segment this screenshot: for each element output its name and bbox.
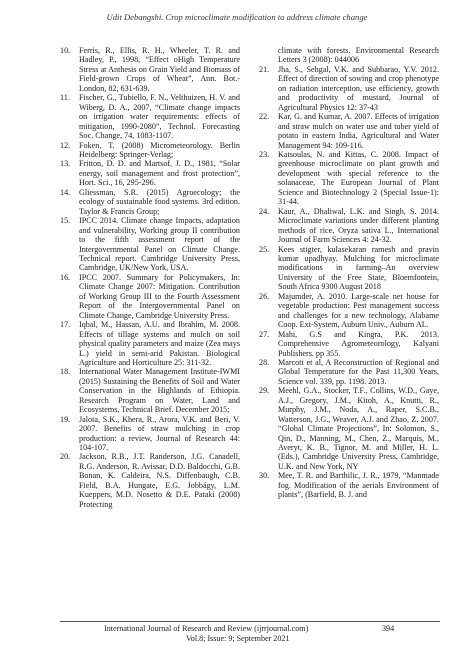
reference-text: Kaur, A., Dhaliwal, L.K. and Singh, S. 2014. Microclimate variations under different planting methods of rice, Oryza sativa L., International Journal of Farm Sciences 4: 24-32. xyxy=(278,206,439,245)
reference-number: 19. xyxy=(60,414,71,424)
reference-entry xyxy=(60,415,240,453)
reference-text: Gliessman, S.R. (2015) Agroecology; the ecology of sustainable food systems. 3rd edition. Taylor & Francis Group; xyxy=(79,187,240,216)
reference-entry xyxy=(60,46,240,93)
reference-entry xyxy=(60,159,240,187)
reference-text: Mee, T. R. and Barthilic, J. R., 1979, “Manmade fog. Modification of the aerials Environment of plants”, (Barfield, B. J. and xyxy=(278,471,439,500)
reference-number: 14. xyxy=(60,187,71,197)
reference-column-left xyxy=(60,46,240,509)
reference-text: Kar, G. and Kumar, A. 2007. Effects of irrigation and straw mulch on water use and tuber yield of potato in eastern India, Agricultural and Water Management 94: 109-116. xyxy=(278,112,439,150)
reference-text: Meehl, G.A., Stocker, T.F., Collins, W.D., Gaye, A.J., Gregory, J.M., Kitoh, A., Knutti, R., Murphy, J.M., Noda, A., Raper, S.C.B., Watterson, J.G., Weaver, A.J. and Zhao, Z. 2007. “Global Climate Projections”, In: Solomon, S., Qin, D., Manning, M., Chen, Z., Marquis, M., Averyt, K. B., Tignor, M. and Miller, H. L. (Eds.), Cambridge University Press, Cambridge, U.K. and New York, NY xyxy=(278,386,439,471)
reference-number: 13. xyxy=(60,159,71,169)
reference-entry xyxy=(259,358,439,386)
reference-number: 29. xyxy=(259,386,270,396)
reference-text: Katsoulas, N. and Kittas, C. 2008. Impact of greenhouse microclimate on plant growth and development with special reference to the solanaceae, The European Journal of Plant Science and Biotechnology 2 (Special Issue-1): 31-44. xyxy=(278,149,439,207)
reference-text: Marcott et al, A Reconstruction of Regional and Global Temperature for the Past 11,300 Years, Science vol. 339, pp. 1198. 2013. xyxy=(278,357,439,386)
reference-number: 23. xyxy=(259,149,270,159)
footer-issue-info: Vol.8; Issue: 9; September 2021 xyxy=(186,634,290,643)
reference-entry xyxy=(259,471,439,499)
page-number: 394 xyxy=(382,624,395,633)
reference-text: Fritton, D. D. and Martsof, J. D., 1981, “Solar energy, soil management and frost protection”, Hort. Sci., 16, 295-296. xyxy=(79,159,240,188)
reference-text: Jalota, S.K., Khera, R., Arora, V.K. and Beri, V. 2007. Benefits of straw mulching in crop production: a review, Journal of Research 44: 104-107. xyxy=(79,414,240,453)
reference-text: IPCC 2007. Summary for Policymakers, In: Climate Change 2007: Mitigation. Contribution of Working Group III to the Fourth Assessment Report of the Intergovernmental Panel on Climate Change, Cambridge University Press. xyxy=(79,272,240,320)
reference-entry xyxy=(259,207,439,245)
reference-number: 26. xyxy=(259,291,270,301)
running-header: Udit Debangshi. Crop microclimate modification to address climate change xyxy=(106,12,368,22)
reference-entry xyxy=(60,141,240,160)
reference-number: 20. xyxy=(60,452,71,462)
footer-divider xyxy=(60,621,440,622)
reference-column-right xyxy=(259,46,439,500)
reference-number: 28. xyxy=(259,357,270,367)
reference-number: 25. xyxy=(259,244,270,254)
reference-number: 12. xyxy=(60,140,71,150)
reference-text: Jha, S., Sehgal, V.K. and Subbarao, Y.V. 2012. Effect of direction of sowing and crop phenotype on radiation interception, use efficiency, growth and productivity of mustard, Journal of Agricultural Physics 12: 37-43 xyxy=(278,64,439,112)
reference-number: 18. xyxy=(60,367,71,377)
reference-text: Kees stigter, kulasekaran ramesh and pravin kumar upadhyay. Mulching for microclimate modifications in farming–An overview University of the Free State, Bloemfontein, South Africa 9300 August 2018 xyxy=(278,244,439,292)
reference-text: International Water Management Institute-IWMI (2015) Sustaining the Benefits of Soil and Water Conservation in the Highlands of Ethiopia. Research Program on Water, Land and Ecosystems, Technical Brief. December 2015; xyxy=(79,367,240,415)
reference-number xyxy=(259,46,278,65)
reference-number: 21. xyxy=(259,64,270,74)
footer-journal-name: International Journal of Research and Review (ijrrjournal.com) xyxy=(104,624,309,633)
reference-number: 15. xyxy=(60,216,71,226)
reference-number: 22. xyxy=(259,112,270,122)
reference-entry xyxy=(60,216,240,273)
reference-entry xyxy=(259,112,439,150)
reference-entry xyxy=(259,65,439,112)
reference-entry xyxy=(259,150,439,207)
reference-number: 27. xyxy=(259,329,270,339)
reference-number: 11. xyxy=(60,93,70,103)
reference-entry xyxy=(60,188,240,216)
reference-entry xyxy=(259,330,439,358)
reference-text: climate with forests. Environmental Research Letters 3 (2008): 044006 xyxy=(278,46,439,65)
reference-number: 16. xyxy=(60,272,71,282)
reference-entry xyxy=(259,386,439,471)
reference-text: Ferris, R., Ellis, R. H., Wheeler, T. R. and Hadley, P., 1998, “Effect oHigh Temperature Stress at Anthesis on Grain Yield and Biomass of Field-grown Crops of Wheat”, Ann. Bot.-London, 82, 631-639. xyxy=(79,46,240,93)
reference-number: 10. xyxy=(60,46,71,55)
reference-entry xyxy=(60,452,240,509)
reference-text: IPCC 2014. Climate change Impacts, adaptation and vulnerability, Working group II contribution to the fifth assessment report of the Intergovernmental Panel on Climate Change. Technical report. Cambridge University Press, Cambridge, UK/New York, USA. xyxy=(79,216,240,273)
reference-number: 17. xyxy=(60,320,71,330)
reference-text: Fischer, G., Tubiello, F. N., Velthuizen, H. V. and Wiberg, D. A., 2007, “Climate change impacts on irrigation water requirements: effects of mitigation, 1990-2080”, Technol. Forecasting Soc. Change, 74, 1083-1107. xyxy=(79,93,240,141)
reference-entry xyxy=(60,273,240,320)
reference-entry xyxy=(60,367,240,414)
reference-entry xyxy=(60,93,240,140)
reference-number: 24. xyxy=(259,206,270,216)
reference-text: Mahi, G.S and Kingra, P.K. 2013. Comprehensive Agrometeorology, Kalyani Publishers. pp 355. xyxy=(278,329,439,358)
reference-text: Majumder, A. 2010. Large-scale net house for vegetable production: Pest management success and challenges for a new technology, Alabame Coop. Ext-System, Auburn Univ., Auburn AL. xyxy=(278,291,439,330)
reference-number: 30. xyxy=(259,471,270,481)
reference-entry xyxy=(259,245,439,292)
reference-entry xyxy=(259,46,439,65)
reference-text: Foken, T. (2008) Micrometeorology. Berlin Heidelberg: Springer-Verlag; xyxy=(79,140,240,159)
reference-text: Jackson, R.B., J.T. Randerson, J.G. Canadell, R.G. Anderson, R. Avissar, D.D. Baldocchi, G.B. Bonan, K. Caldeira, N.S. Diffenbaugh, C.B. Field, B.A. Hungate, E.G. Jobbágy, L.M. Kueppers, M.D. Nosetto & D.E. Pataki (2008) Protecting xyxy=(79,452,240,509)
reference-entry xyxy=(259,292,439,330)
reference-entry xyxy=(60,320,240,367)
reference-text: Iqbal, M., Hassan, A.U. and Ibrahim, M. 2008. Effects of tillage systems and mulch on soil physical quality parameters and maize (Zea mays L.) yield in semi-arid Pakistan. Biological Agriculture and Horticulture 25: 311-32. xyxy=(79,320,240,367)
